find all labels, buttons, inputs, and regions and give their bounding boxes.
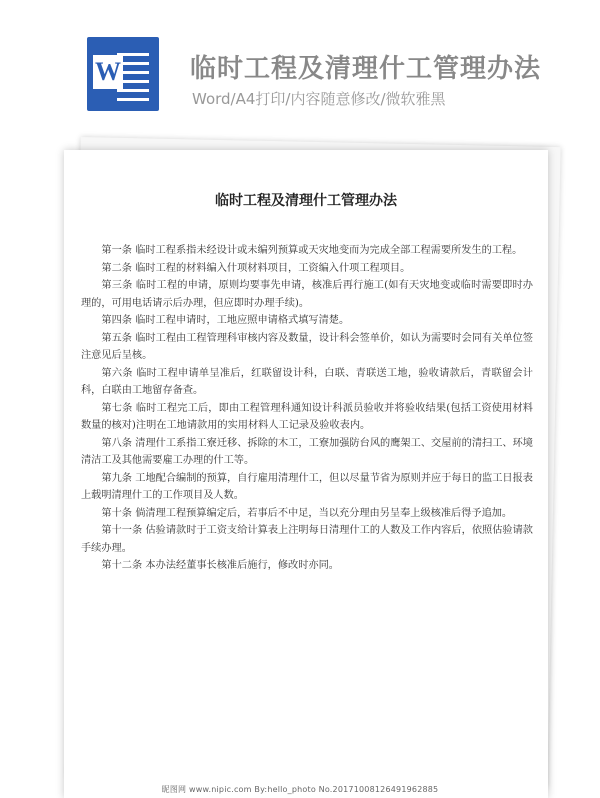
article-11: 第十一条 估验请款时于工资支给计算表上注明每日清理什工的人数及工作内容后，依照估验请款手续办理。: [81, 525, 533, 554]
document-page: [64, 150, 548, 798]
article-3: 第三条 临时工程的申请，原则均要事先申请，核准后再行施工(如有天灾地变或临时需要即时办理的，可用电话请示后办理，但应即时办理手续)。: [81, 280, 533, 309]
article-5: 第五条 临时工程由工程管理科审核内容及数量，设计科会签单价，如认为需要时会同有关单位签注意见后呈核。: [81, 332, 533, 361]
article-1: 第一条 临时工程系指未经设计或未编列预算或天灾地变而为完成全部工程需要所发生的工程。: [101, 245, 523, 256]
article-10: 第十条 倘清理工程预算编定后，若事后不中足，当以充分理由另呈奉上级核准后得予追加。: [101, 507, 513, 519]
header-title: 临时工程及清理什工管理办法: [190, 54, 542, 84]
article-12: 第十二条 本办法经董事长核准后施行，修改时亦同。: [101, 560, 339, 571]
document-body: [81, 242, 533, 575]
article-2: 第二条 临时工程的材料编入什项材料项目，工资编入什项工程项目。: [101, 262, 411, 274]
header: [0, 0, 600, 135]
article-4: 第四条 临时工程申请时，工地应照申请格式填写清楚。: [101, 315, 350, 326]
article-8: 第八条 清理什工系指工寮迁移、拆除的木工，工寮加强防台风的鹰架工、交屋前的清扫工、环境清洁工及其他需要雇工办理的什工等。: [81, 437, 533, 466]
article-7: 第七条 临时工程完工后，即由工程管理科通知设计科派员验收并将验收结果(包括工资使用材料数量的核对)注明在工地请款用的实用材料人工记录及验收表内。: [81, 402, 533, 431]
article-6: 第六条 临时工程申请单呈准后，红联留设计科，白联、青联送工地，验收请款后，青联留会计科，白联由工地留存备查。: [81, 367, 533, 396]
header-subtitle: Word/A4打印/内容随意修改/微软雅黑: [192, 90, 446, 108]
word-icon: [87, 37, 159, 111]
document-title: 临时工程及清理什工管理办法: [215, 193, 397, 209]
watermark-footer: 昵图网 www.nipic.com By:hello_photo No.20171008126491962885: [161, 785, 439, 794]
article-9: 第九条 工地配合编制的预算，自行雇用清理什工，但以尽量节省为原则并应于每日的监工日报表上载明清理什工的工作项目及人数。: [81, 472, 533, 501]
word-icon-letter: W: [93, 55, 123, 89]
